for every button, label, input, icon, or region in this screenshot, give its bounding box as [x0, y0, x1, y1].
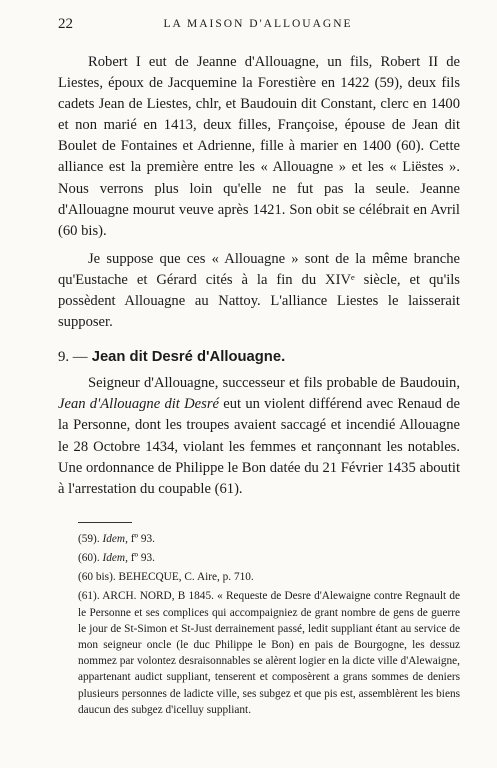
footnote-60-bis — [58, 569, 460, 585]
footnote-59-mark: (59). — [78, 532, 100, 545]
page-number: 22 — [58, 16, 73, 32]
footnote-rule — [78, 522, 132, 523]
paragraph-suppose: Je suppose que ces « Allouagne » sont de la même branche qu'Eustache et Gérard cités à la fin du XIVᵉ siècle, et qu'ils possèdent Allouagne au Nattoy. L'alliance Liestes le laisserait supposer. — [58, 250, 460, 331]
footnote-59 — [58, 531, 460, 547]
paragraph-seigneur-italic: Jean d'Allouagne dit Desré — [58, 396, 219, 413]
running-title: LA MAISON D'ALLOUAGNE — [163, 18, 353, 30]
footnote-60-rest: fº 93. — [127, 551, 155, 564]
footnotes — [58, 531, 460, 718]
paragraph-seigneur — [58, 373, 460, 500]
section-number: 9. — — [58, 349, 88, 366]
section-title: Jean dit Desré d'Allouagne. — [91, 349, 286, 366]
footnote-60 — [58, 550, 460, 566]
footnote-60-bis-mark: (60 bis). — [78, 571, 116, 584]
section-heading — [58, 347, 460, 367]
paragraph-robert: Robert I eut de Jeanne d'Allouagne, un fils, Robert II de Liestes, époux de Jacquemine la Forestière en 1422 (59), deux fils cadets Jean de Liestes, chlr, et Baudouin dit Constant, clerc en 1400 et non marié en 1413, deux filles, Françoise, épouse de Jean dit Boulet de Fontaines et Adrienne, fille à marier en 1400 (60). Cette alliance est la première entre les « Allouagne » et les « Liëstes ». Nous verrons plus loin qu'elle ne fut pas la seule. Jeanne d'Allouagne mourut veuve après 1421. Son obit se célébrait en Avril (60 bis). — [58, 54, 460, 239]
footnote-59-rest: fº 93. — [127, 532, 155, 545]
page-header — [58, 16, 458, 36]
paragraph-seigneur-part1: Seigneur d'Allouagne, successeur et fils probable de Baudouin, — [88, 375, 460, 392]
footnote-61 — [58, 588, 460, 718]
footnote-60-italic: Idem, — [102, 551, 128, 564]
footnote-61-text: ARCH. NORD, B 1845. « Requeste de Desre d'Alewaigne contre Regnault de le Personne et ses complices qui accompaigniez de grant nombre de gens de guerre le jour de St-Simon et St-Just derrainement passé, ledit suppliant étant au service de mon seigneur oncle (le duc Philippe le Bon) en pais de Bourgogne, les dessuz nommez par volontez desraisonnables se alèrent logier en la dicte ville d'Alewaigne, appartenant audict suppliant, tenserent et composèrent a grans sommes de deniers plusieurs personnes de ladicte ville, ses subgez et que pis est, assemblèrent les biens daucun des subgez d'icelluy suppliant. — [78, 590, 461, 716]
paragraph-seigneur-part2: eut un violent différend avec Renaud de la Personne, dont les troupes avaient saccagé et incendié Allouagne le 28 Octobre 1434, violant les femmes et rançonnant les notables. Une ordonnance de Philippe le Bon datée du 21 Février 1435 aboutit à l'arrestation du coupable (61). — [58, 396, 461, 497]
footnote-61-mark: (61). — [78, 590, 100, 603]
body-text — [58, 52, 460, 721]
footnote-60-bis-text: BEHECQUE, C. Aire, p. 710. — [118, 571, 254, 584]
footnote-59-italic: Idem, — [102, 532, 128, 545]
footnote-60-mark: (60). — [78, 551, 100, 564]
